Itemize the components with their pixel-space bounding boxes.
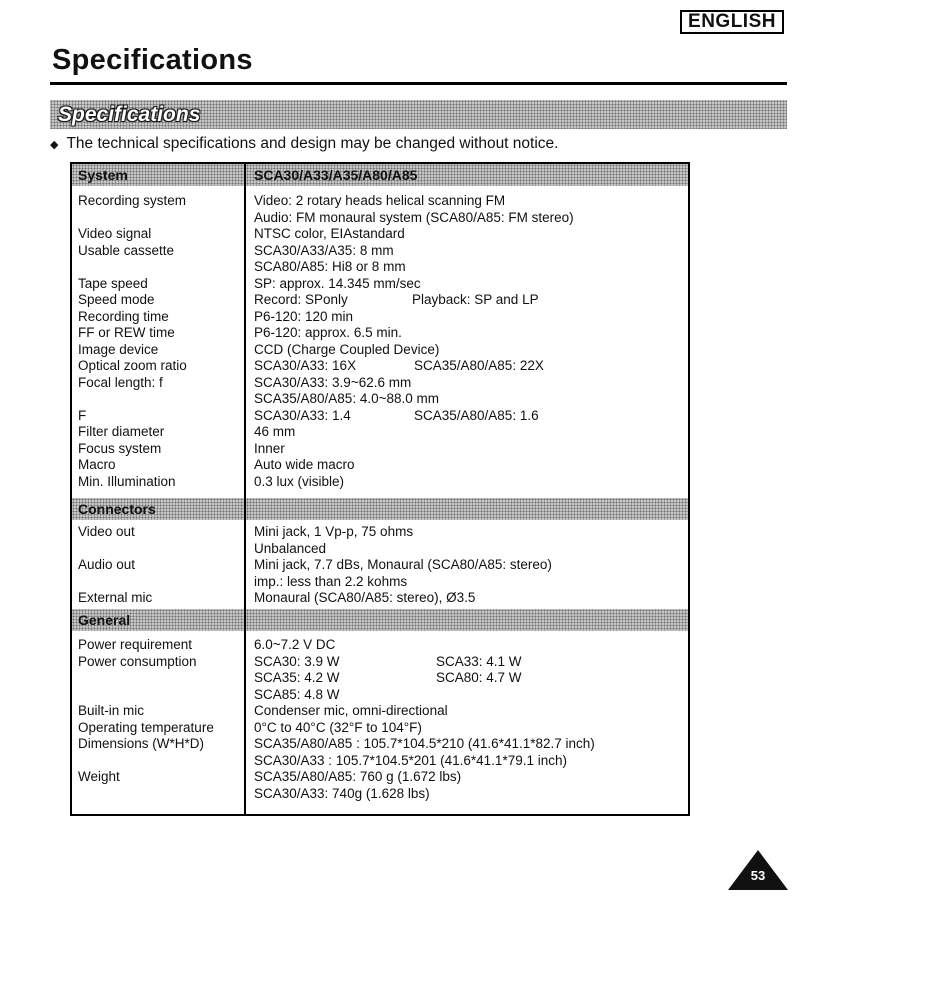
spec-value: NTSC color, EIAstandard bbox=[254, 226, 405, 241]
spec-label-video-out: Video out bbox=[78, 524, 135, 539]
spec-value: Auto wide macro bbox=[254, 457, 355, 472]
spec-value-secondary: SCA80: 4.7 W bbox=[436, 670, 522, 685]
general-header: General bbox=[78, 612, 131, 628]
spec-label-image-device: Image device bbox=[78, 341, 159, 357]
spec-value: imp.: less than 2.2 kohms bbox=[254, 573, 408, 589]
spec-value: Inner bbox=[254, 440, 285, 456]
spec-label-power-requirement: Power requirement bbox=[78, 637, 193, 652]
spec-value: P6-120: approx. 6.5 min. bbox=[254, 325, 402, 340]
spec-value: 6.0~7.2 V DC bbox=[254, 637, 336, 652]
spec-value: SCA30/A33: 16X bbox=[254, 358, 357, 373]
spec-value: Monaural (SCA80/A85: stereo), Ø3.5 bbox=[254, 590, 476, 605]
spec-value: Unbalanced bbox=[254, 540, 327, 556]
spec-label-focal-length-f: Focal length: f bbox=[78, 374, 163, 390]
spec-value: SCA35/A80/A85: 4.0~88.0 mm bbox=[254, 391, 439, 406]
table-column-divider bbox=[244, 162, 246, 816]
spec-value-secondary: SCA35/A80/A85: 22X bbox=[414, 358, 544, 373]
spec-label-speed-mode: Speed mode bbox=[78, 292, 155, 307]
spec-label-weight: Weight bbox=[78, 769, 120, 784]
spec-value: SP: approx. 14.345 mm/sec bbox=[254, 275, 421, 291]
spec-value: SCA85: 4.8 W bbox=[254, 686, 340, 702]
spec-label-macro: Macro bbox=[78, 457, 116, 472]
spec-value-secondary: SCA33: 4.1 W bbox=[436, 653, 522, 669]
spec-label-power-consumption: Power consumption bbox=[78, 653, 197, 669]
spec-value: SCA30/A33: 1.4 bbox=[254, 407, 351, 423]
spec-label-usable-cassette: Usable cassette bbox=[78, 242, 175, 258]
spec-label-tape-speed: Tape speed bbox=[78, 275, 148, 291]
connectors-header-band-right bbox=[246, 498, 688, 520]
spec-label-filter-diameter: Filter diameter bbox=[78, 424, 165, 439]
spec-label-recording-time: Recording time bbox=[78, 308, 169, 324]
spec-value: 0°C to 40°C (32°F to 104°F) bbox=[254, 719, 422, 735]
spec-value: Record: SPonly bbox=[254, 292, 348, 307]
spec-value: Audio: FM monaural system (SCA80/A85: FM stereo) bbox=[254, 209, 574, 225]
spec-label-dimensions-w-h-d: Dimensions (W*H*D) bbox=[78, 736, 205, 751]
spec-value: SCA80/A85: Hi8 or 8 mm bbox=[254, 259, 406, 274]
spec-label-operating-temperature: Operating temperature bbox=[78, 719, 214, 735]
spec-label-recording-system: Recording system bbox=[78, 193, 187, 208]
spec-label-external-mic: External mic bbox=[78, 590, 153, 605]
spec-value: Mini jack, 7.7 dBs, Monaural (SCA80/A85: stereo) bbox=[254, 557, 552, 572]
spec-label-audio-out: Audio out bbox=[78, 557, 136, 572]
diamond-bullet-icon: ◆ bbox=[50, 139, 59, 151]
spec-label-video-signal: Video signal bbox=[78, 226, 152, 241]
system-header: System bbox=[78, 167, 128, 183]
title-rule bbox=[50, 82, 787, 85]
spec-value: SCA30/A33/A35: 8 mm bbox=[254, 242, 394, 258]
spec-value: 0.3 lux (visible) bbox=[254, 473, 345, 489]
spec-value: SCA30/A33: 3.9~62.6 mm bbox=[254, 374, 412, 390]
spec-label-focus-system: Focus system bbox=[78, 440, 162, 456]
spec-value: Video: 2 rotary heads helical scanning FM bbox=[254, 193, 506, 208]
spec-value: CCD (Charge Coupled Device) bbox=[254, 341, 440, 357]
spec-value: Condenser mic, omni-directional bbox=[254, 703, 448, 718]
spec-value: SCA30/A33: 740g (1.628 lbs) bbox=[254, 785, 430, 801]
page-number: 53 bbox=[750, 868, 766, 883]
notice-text: The technical specifications and design may be changed without notice. bbox=[66, 135, 559, 152]
spec-value: SCA30/A33 : 105.7*104.5*201 (41.6*41.1*79.1 inch) bbox=[254, 752, 567, 768]
spec-label-min-illumination: Min. Illumination bbox=[78, 473, 176, 489]
spec-value: P6-120: 120 min bbox=[254, 308, 354, 324]
spec-label-built-in-mic: Built-in mic bbox=[78, 703, 145, 718]
spec-label-optical-zoom-ratio: Optical zoom ratio bbox=[78, 358, 187, 373]
spec-label-f: F bbox=[78, 407, 87, 423]
spec-value: Mini jack, 1 Vp-p, 75 ohms bbox=[254, 524, 414, 539]
general-header-band-right bbox=[246, 609, 688, 631]
spec-value: SCA35/A80/A85: 760 g (1.672 lbs) bbox=[254, 769, 462, 784]
spec-value: 46 mm bbox=[254, 424, 296, 439]
spec-value-secondary: Playback: SP and LP bbox=[412, 292, 539, 307]
spec-value-secondary: SCA35/A80/A85: 1.6 bbox=[414, 407, 539, 423]
connectors-header: Connectors bbox=[78, 501, 156, 517]
spec-value: SCA30: 3.9 W bbox=[254, 653, 340, 669]
language-badge: ENGLISH bbox=[680, 10, 784, 34]
notice bbox=[50, 135, 558, 153]
model-header: SCA30/A33/A35/A80/A85 bbox=[254, 167, 418, 183]
spec-label-ff-or-rew-time: FF or REW time bbox=[78, 325, 175, 340]
page-title: Specifications bbox=[52, 44, 253, 76]
spec-value: SCA35/A80/A85 : 105.7*104.5*210 (41.6*41.1*82.7 inch) bbox=[254, 736, 595, 751]
spec-value: SCA35: 4.2 W bbox=[254, 670, 340, 685]
section-banner-label: Specifications bbox=[58, 103, 201, 126]
